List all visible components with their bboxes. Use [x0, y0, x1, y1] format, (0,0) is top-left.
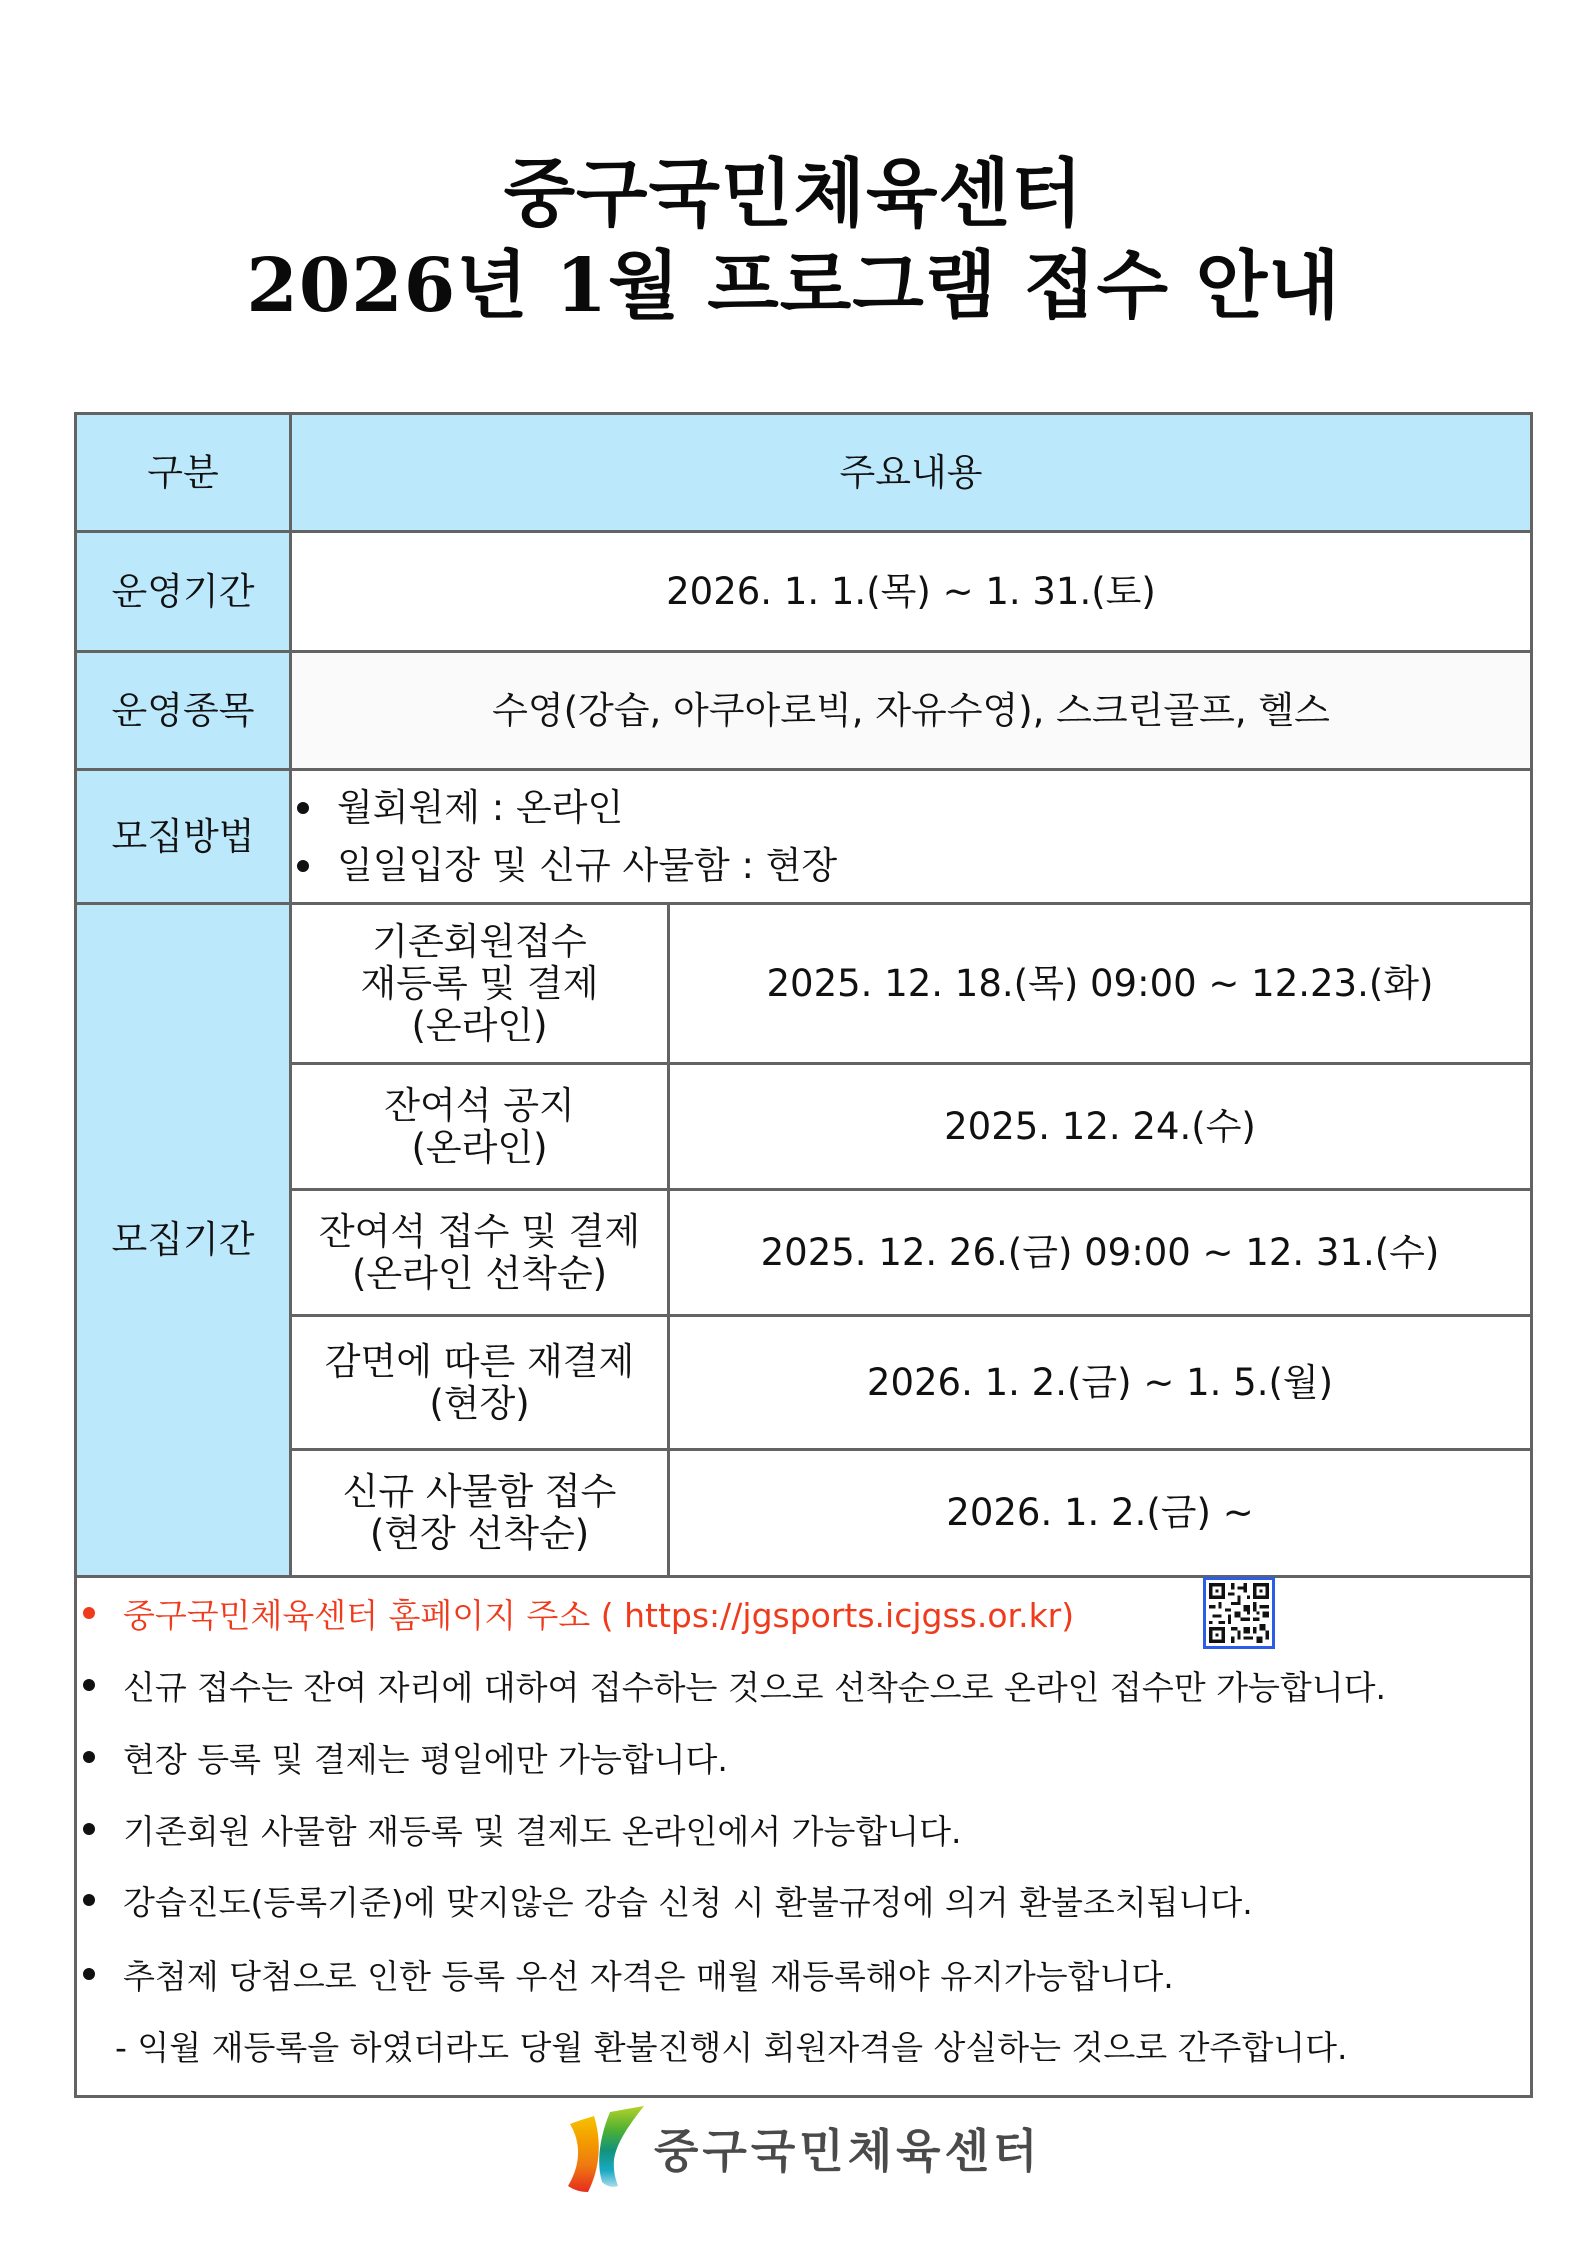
qr-code-graphic: [1206, 1580, 1272, 1646]
note-item: [77, 1728, 728, 1786]
bullet-icon: [83, 1894, 95, 1906]
bullet-icon: [83, 1968, 95, 1980]
footer-logo-text: 중구국민체육센터: [654, 2124, 1042, 2178]
recruit-method-item: [292, 779, 1530, 837]
recruit-period-row-label: [289, 1188, 667, 1314]
recruit-method-value: [289, 768, 1530, 902]
note-text: 신규 접수는 잔여 자리에 대하여 접수하는 것으로 선착순으로 온라인 접수만 가능합니다.: [123, 1667, 1386, 1707]
note-text: 추첨제 당첨으로 인한 등록 우선 자격은 매월 재등록해야 유지가능합니다.: [123, 1956, 1174, 1996]
note-item: [77, 1945, 1174, 2003]
note-text: 현장 등록 및 결제는 평일에만 가능합니다.: [123, 1739, 728, 1779]
recruit-period-row-value: 2026. 1. 2.(금) ~: [667, 1448, 1530, 1575]
row-label-line: 신규 사물함 접수: [342, 1470, 617, 1513]
recruit-period-row-label: [289, 902, 667, 1062]
header-category: 구분: [77, 415, 289, 530]
row-label-line: 재등록 및 결제: [360, 961, 599, 1005]
recruit-method-item: [292, 837, 1530, 895]
page-title-line1: 중구국민체육센터: [503, 151, 1084, 237]
note-text: 기존회원 사물함 재등록 및 결제도 온라인에서 가능합니다.: [123, 1811, 962, 1851]
recruit-method-list: [292, 771, 1530, 902]
header-content: 주요내용: [289, 415, 1530, 530]
row-label-line: 잔여석 공지: [384, 1083, 575, 1127]
note-homepage[interactable]: [77, 1584, 1074, 1642]
row-label-line: (온라인): [411, 1003, 548, 1047]
note-text: - 익월 재등록을 하였더라도 당월 환불진행시 회원자격을 상실하는 것으로 간주합니다.: [115, 2027, 1348, 2067]
recruit-period-row-label: [289, 1448, 667, 1575]
note-item: [77, 1871, 1253, 1929]
recruit-method-item-text: 일일입장 및 신규 사물함 : 현장: [337, 843, 838, 887]
row-label-line: (현장 선착순): [369, 1512, 590, 1555]
recruit-period-row-value: 2025. 12. 26.(금) 09:00 ~ 12. 31.(수): [667, 1188, 1530, 1314]
bullet-icon: [83, 1751, 95, 1763]
footer-logo: [566, 2106, 1042, 2196]
bullet-icon: [297, 802, 309, 814]
bullet-icon: [83, 1823, 95, 1835]
recruit-period-row-value: 2025. 12. 18.(목) 09:00 ~ 12.23.(화): [667, 902, 1530, 1062]
operation-items-value: 수영(강습, 아쿠아로빅, 자유수영), 스크린골프, 헬스: [289, 650, 1530, 768]
notes-section: [77, 1577, 1530, 2097]
note-text[interactable]: 중구국민체육센터 홈페이지 주소 ( https://jgsports.icjgss.or.kr): [123, 1595, 1075, 1635]
operation-items-label: 운영종목: [77, 650, 289, 768]
note-item: [77, 1800, 962, 1858]
note-item: [77, 1656, 1386, 1714]
bullet-icon: [297, 860, 309, 872]
row-label-line: 기존회원접수: [372, 919, 587, 963]
recruit-period-row-label: [289, 1314, 667, 1448]
row-label-line: 감면에 따른 재결제: [324, 1339, 635, 1383]
recruit-method-item-text: 월회원제 : 온라인: [337, 785, 624, 829]
info-table: [74, 412, 1533, 2098]
bullet-icon: [83, 1607, 95, 1619]
note-text: 강습진도(등록기준)에 맞지않은 강습 신청 시 환불규정에 의거 환불조치됩니다.: [123, 1882, 1253, 1922]
recruit-period-row-label: [289, 1062, 667, 1188]
bullet-icon: [83, 1679, 95, 1691]
operation-period-label: 운영기간: [77, 530, 289, 650]
recruit-period-label: 모집기간: [77, 902, 289, 1575]
recruit-period-row-value: 2026. 1. 2.(금) ~ 1. 5.(월): [667, 1314, 1530, 1448]
jungu-logo-mark-icon: [566, 2106, 646, 2194]
row-label-line: (현장): [429, 1381, 530, 1425]
row-label-line: (온라인 선착순): [351, 1251, 608, 1295]
operation-period-value: 2026. 1. 1.(목) ~ 1. 31.(토): [289, 530, 1530, 650]
qr-code-icon[interactable]: [1203, 1577, 1275, 1649]
recruit-period-row-value: 2025. 12. 24.(수): [667, 1062, 1530, 1188]
page-title-line2: 2026년 1월 프로그램 접수 안내: [246, 243, 1341, 329]
row-label-line: (온라인): [411, 1125, 548, 1169]
row-label-line: 잔여석 접수 및 결제: [318, 1209, 641, 1253]
recruit-method-label: 모집방법: [77, 768, 289, 902]
note-sub-item: [77, 2016, 1348, 2074]
